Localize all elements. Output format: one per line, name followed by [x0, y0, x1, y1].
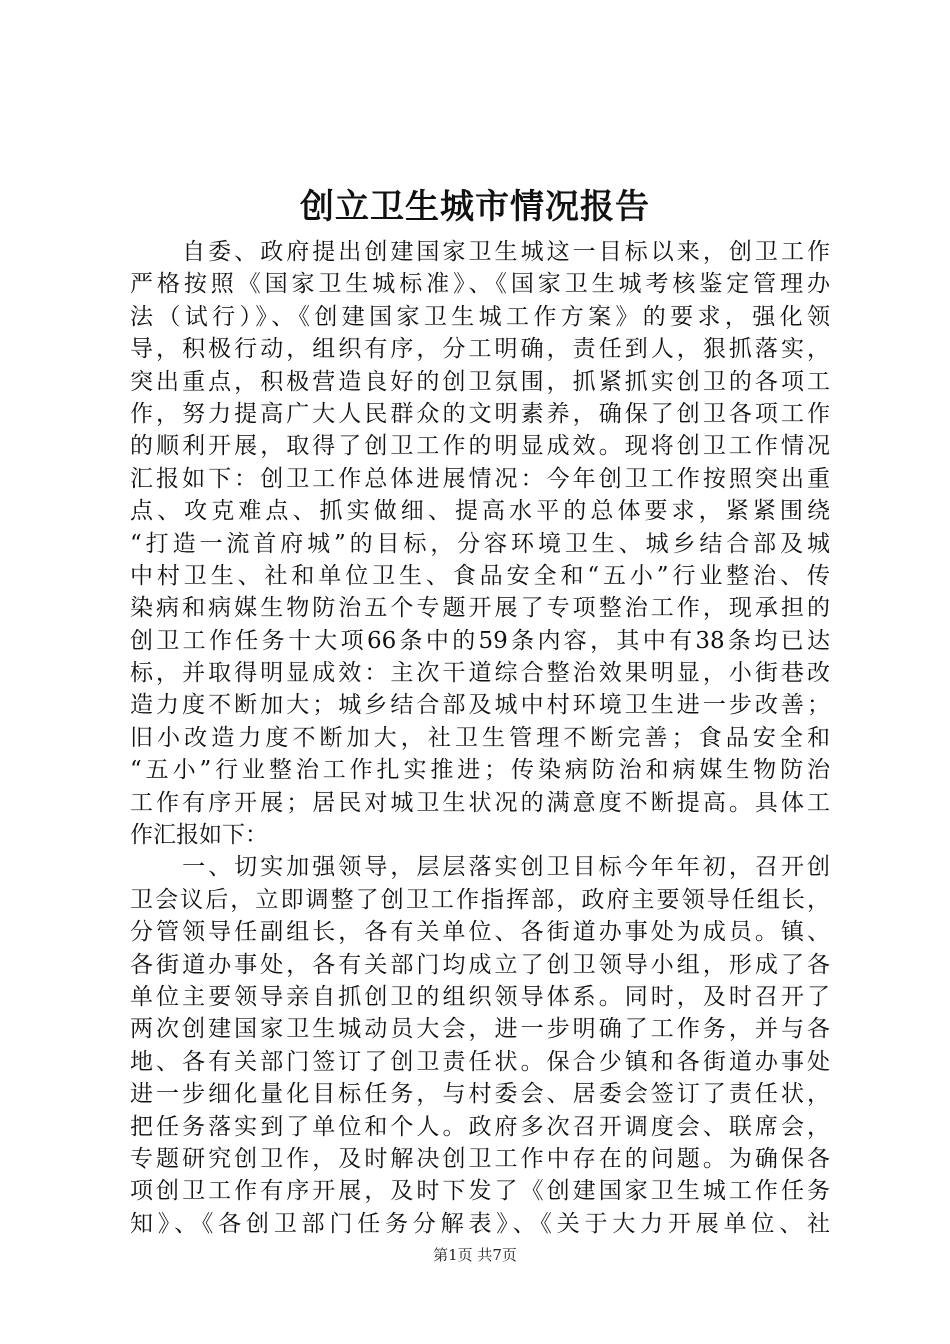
- body-line: 作汇报如下：: [130, 822, 268, 849]
- body-line: 把任务落实到了单位和个人。政府多次召开调度会、联席会，: [130, 1113, 830, 1140]
- body-line: 自委、政府提出创建国家卫生城这一目标以来，创卫工作: [130, 239, 830, 265]
- body-line: 造力度不断加大；城乡结合部及城中村环境卫生进一步改善；: [130, 692, 830, 719]
- body-line: 点、攻克难点、抓实做细、提高水平的总体要求，紧紧围绕: [130, 498, 830, 525]
- body-line: 汇报如下：创卫工作总体进展情况：今年创卫工作按照突出重: [130, 465, 830, 492]
- body-line: 创卫工作任务十大项66条中的59条内容，其中有38条均已达: [130, 627, 830, 654]
- body-line: 两次创建国家卫生城动员大会，进一步明确了工作务，并与各: [130, 1016, 830, 1043]
- body-line: 严格按照《国家卫生城标准》、《国家卫生城考核鉴定管理办: [130, 271, 830, 298]
- body-line: 法（试行）》、《创建国家卫生城工作方案》的要求，强化领: [130, 303, 830, 330]
- body-line: 专题研究创卫作，及时解决创卫工作中存在的问题。为确保各: [130, 1145, 830, 1172]
- body-line: 各街道办事处，各有关部门均成立了创卫领导小组，形成了各: [130, 951, 830, 978]
- body-line: 卫会议后，立即调整了创卫工作指挥部，政府主要领导任组长，: [130, 886, 830, 913]
- body-line: 中村卫生、社和单位卫生、食品安全和“五小”行业整治、传: [130, 562, 830, 589]
- body-line: “五小”行业整治工作扎实推进；传染病防治和病媒生物防治: [130, 757, 830, 784]
- body-line: 旧小改造力度不断加大，社卫生管理不断完善；食品安全和: [130, 724, 830, 751]
- body-line: 分管领导任副组长，各有关单位、各街道办事处为成员。镇、: [130, 919, 830, 946]
- body-line: 突出重点，积极营造良好的创卫氛围，抓紧抓实创卫的各项工: [130, 368, 830, 395]
- body-line: 标，并取得明显成效：主次干道综合整治效果明显，小街巷改: [130, 660, 830, 687]
- document-body: [130, 236, 830, 1240]
- body-line: 地、各有关部门签订了创卫责任状。保合少镇和各街道办事处: [130, 1048, 830, 1075]
- body-line: 作，努力提高广大人民群众的文明素养，确保了创卫各项工作: [130, 400, 830, 427]
- body-line: 导，积极行动，组织有序，分工明确，责任到人，狠抓落实，: [130, 336, 830, 363]
- body-line: “打造一流首府城”的目标，分容环境卫生、城乡结合部及城: [130, 530, 830, 557]
- body-line: 一、切实加强领导，层层落实创卫目标今年年初，召开创: [130, 854, 830, 881]
- body-line: 知》、《各创卫部门任务分解表》、《关于大力开展单位、社: [130, 1210, 830, 1237]
- body-line: 项创卫工作有序开展，及时下发了《创建国家卫生城工作任务: [130, 1178, 830, 1205]
- body-line: 染病和病媒生物防治五个专题开展了专项整治工作，现承担的: [130, 595, 830, 622]
- body-line: 的顺利开展，取得了创卫工作的明显成效。现将创卫工作情况: [130, 433, 830, 460]
- page-footer: 第1页 共7页: [433, 1246, 517, 1264]
- body-line: 单位主要领导亲自抓创卫的组织领导体系。同时，及时召开了: [130, 983, 830, 1010]
- body-line: 工作有序开展；居民对城卫生状况的满意度不断提高。具体工: [130, 789, 830, 816]
- body-line: 进一步细化量化目标任务，与村委会、居委会签订了责任状，: [130, 1081, 830, 1108]
- document-title: 创立卫生城市情况报告: [300, 187, 650, 227]
